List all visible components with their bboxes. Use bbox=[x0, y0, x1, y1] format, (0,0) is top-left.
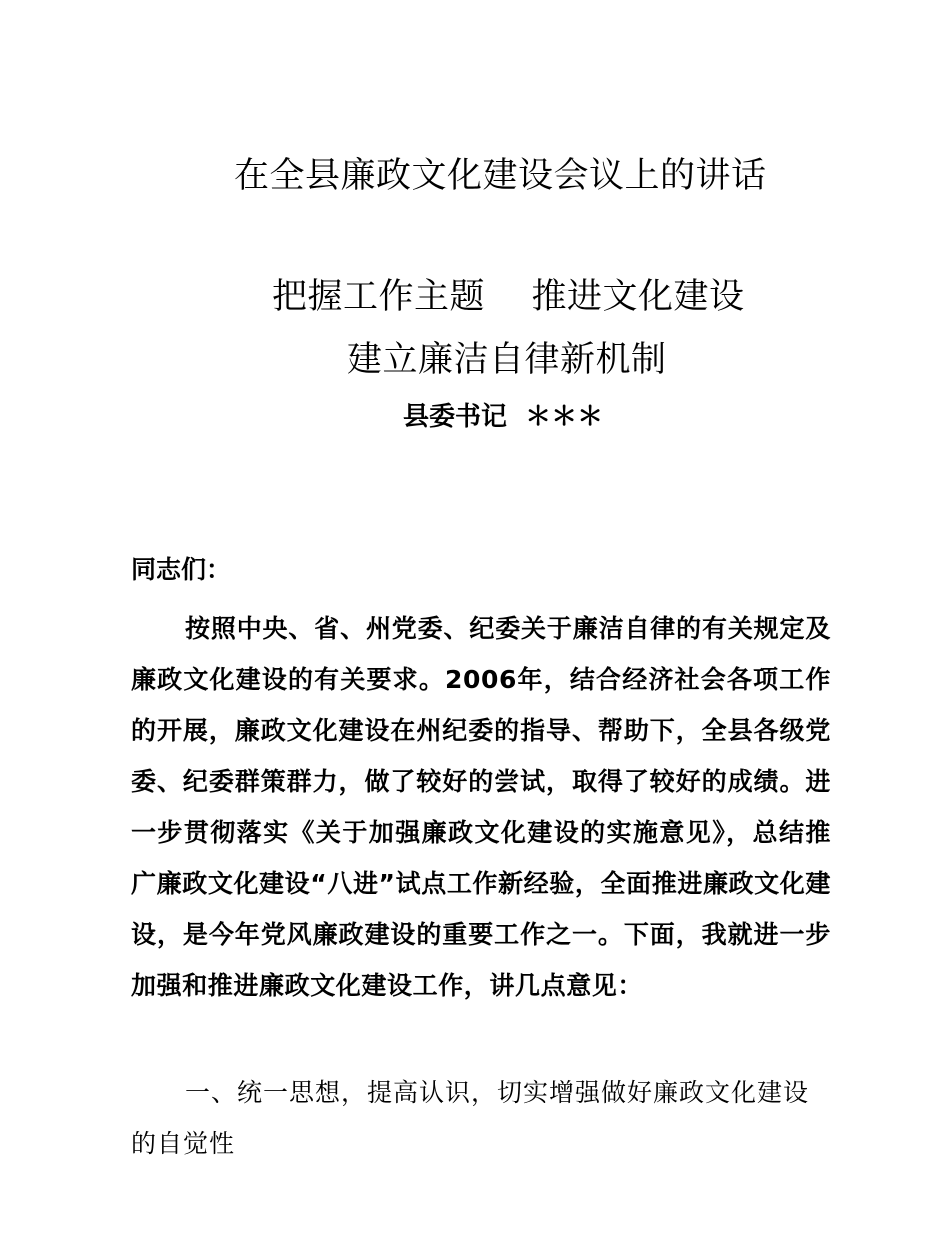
document-subtitle-line2: 建立廉洁自律新机制 bbox=[347, 340, 667, 380]
document-subtitle-line1: 把握工作主题 推进文化建设 bbox=[272, 277, 745, 317]
document-title: 在全县廉政文化建设会议上的讲话 bbox=[234, 156, 767, 196]
author-line: 县委书记 ＊＊＊ bbox=[403, 402, 604, 432]
body-paragraph: 按照中央、省、州党委、纪委关于廉洁自律的有关规定及廉政文化建设的有关要求。2006年，结合经济社会各项工作的开展，廉政文化建设在州纪委的指导、帮助下，全县各级党委、纪委群策群力，做了较好的尝试，取得了较好的成绩。进一步贯彻落实《关于加强廉政文化建设的实施意见》，总结推广廉政文化建设“八进”试点工作新经验，全面推进廉政文化建设，是今年党风廉政建设的重要工作之一。下面，我就进一步加强和推进廉政文化建设工作，讲几点意见： bbox=[131, 614, 831, 1000]
section-heading: 一、统一思想，提高认识，切实增强做好廉政文化建设的自觉性 bbox=[131, 1078, 810, 1158]
salutation: 同志们： bbox=[131, 555, 232, 584]
